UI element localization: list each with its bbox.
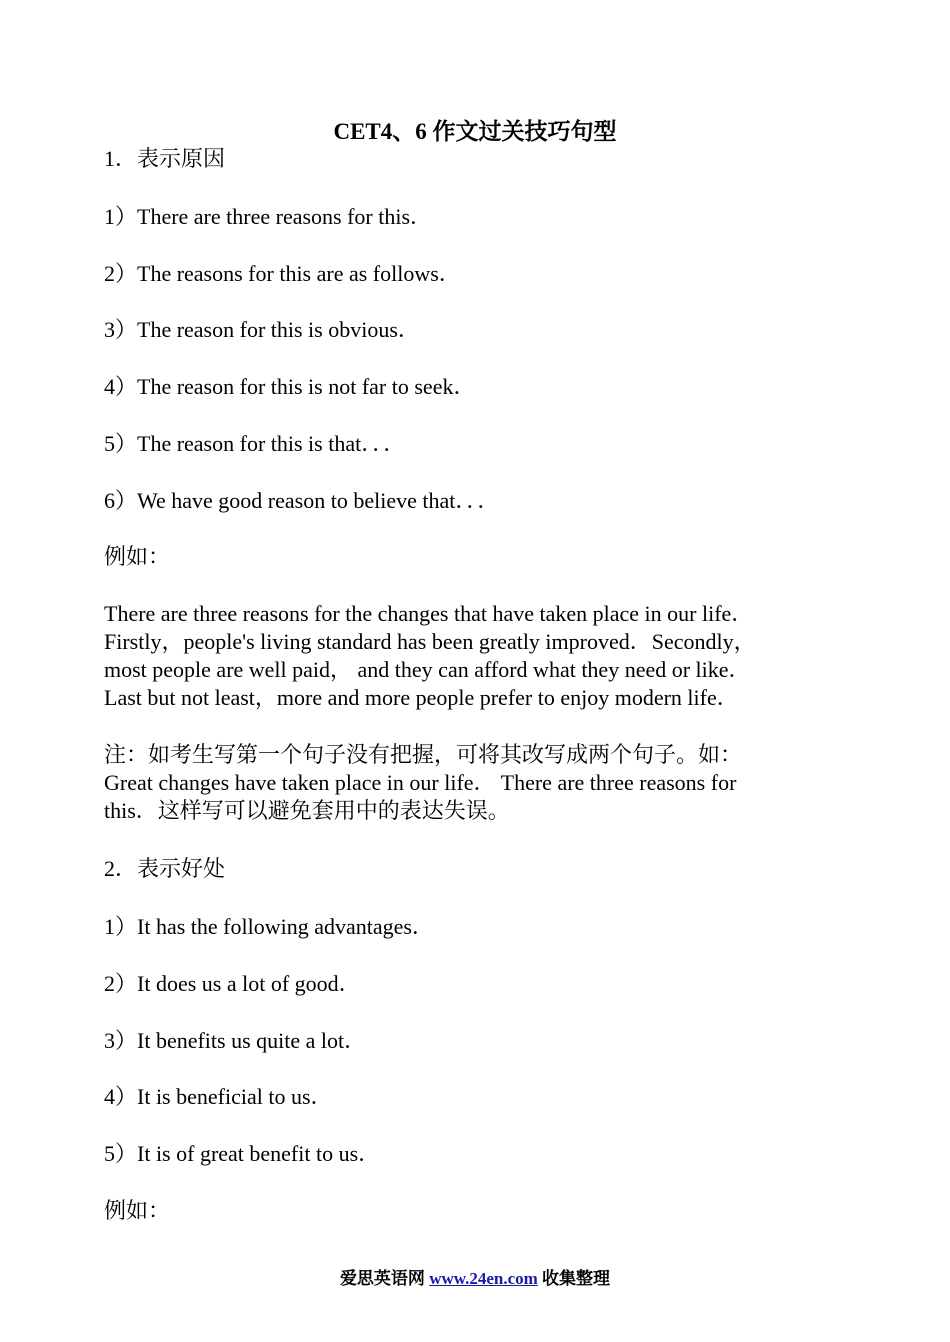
list-item: 4）It is beneficial to us． bbox=[104, 1084, 333, 1109]
paragraph-line: most people are well paid， and they can afford what they need or like． bbox=[104, 657, 751, 682]
section-2-heading: 2．表示好处 bbox=[104, 856, 226, 881]
example-label: 例如： bbox=[104, 1198, 171, 1223]
list-item: 1）It has the following advantages． bbox=[104, 914, 434, 939]
list-item: 3）The reason for this is obvious． bbox=[104, 317, 420, 342]
paragraph-line: 注：如考生写第一个句子没有把握，可将其改写成两个句子。如： bbox=[104, 742, 743, 767]
paragraph-line: There are three reasons for the changes that have taken place in our life． bbox=[104, 601, 754, 626]
list-item: 1）There are three reasons for this． bbox=[104, 204, 433, 229]
list-item: 6）We have good reason to believe that．．． bbox=[104, 488, 500, 513]
example-paragraph bbox=[104, 600, 844, 712]
page-title: CET4、6 作文过关技巧句型 bbox=[333, 119, 617, 144]
paragraph-line: Last but not least，more and more people prefer to enjoy modern life． bbox=[104, 685, 739, 710]
page-footer bbox=[0, 1266, 950, 1292]
footer-site-link[interactable]: www.24en.com bbox=[429, 1269, 538, 1288]
list-item: 2）It does us a lot of good． bbox=[104, 971, 361, 996]
list-item: 3）It benefits us quite a lot． bbox=[104, 1028, 367, 1053]
paragraph-line: Firstly，people's living standard has been greatly improved．Secondly， bbox=[104, 629, 756, 654]
note-paragraph bbox=[104, 741, 844, 825]
example-label: 例如： bbox=[104, 544, 171, 569]
footer-prefix: 爱思英语网 bbox=[339, 1269, 430, 1288]
list-item: 5）It is of great benefit to us． bbox=[104, 1141, 381, 1166]
paragraph-line: this．这样写可以避免套用中的表达失误。 bbox=[104, 798, 510, 823]
footer-suffix: 收集整理 bbox=[537, 1269, 611, 1288]
list-item: 4）The reason for this is not far to seek． bbox=[104, 374, 476, 399]
list-item: 2）The reasons for this are as follows． bbox=[104, 261, 461, 286]
list-item: 5）The reason for this is that．．． bbox=[104, 431, 406, 456]
section-1-heading: 1．表示原因 bbox=[104, 146, 226, 171]
paragraph-line: Great changes have taken place in our life． There are three reasons for bbox=[104, 770, 737, 795]
